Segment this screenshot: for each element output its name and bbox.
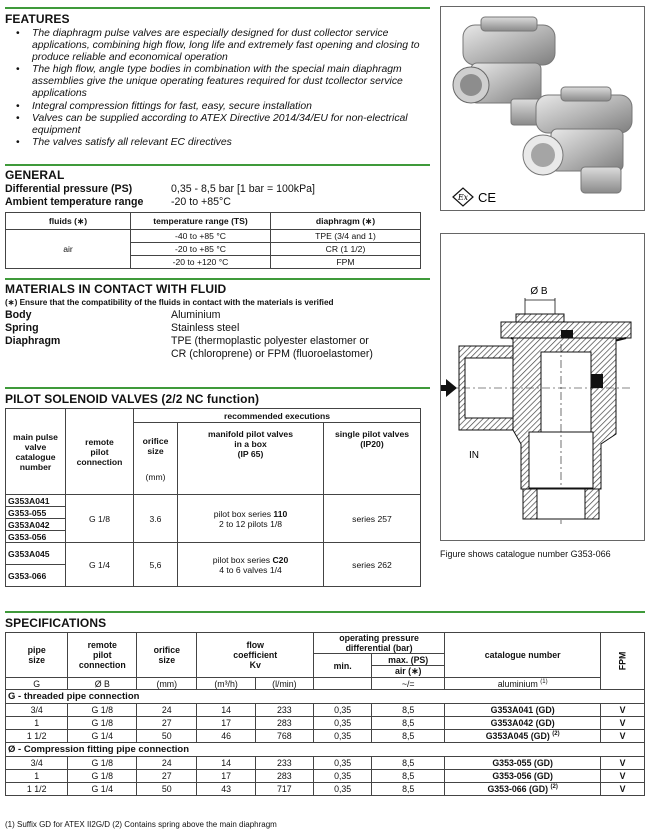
unit-cell: (mm) bbox=[137, 678, 197, 690]
lmin-cell: 768 bbox=[255, 730, 313, 743]
orifice-cell: 24 bbox=[137, 704, 197, 717]
hdr-line: remote bbox=[85, 436, 114, 447]
materials-title: MATERIALS IN CONTACT WITH FLUID bbox=[5, 282, 227, 296]
orifice-header bbox=[137, 633, 197, 678]
kv-cell: 17 bbox=[197, 717, 255, 730]
fpm-cell: V bbox=[601, 717, 645, 730]
diaphragm-cell: CR (1 1/2) bbox=[271, 243, 421, 256]
ex-mark-text: Ex bbox=[457, 193, 469, 202]
manifold-series: 110 bbox=[273, 508, 288, 519]
remote-header bbox=[68, 633, 137, 678]
hdr-line: pipe bbox=[27, 645, 46, 655]
pipe-cell: 1 1/2 bbox=[6, 730, 68, 743]
features-rule bbox=[5, 7, 430, 9]
hdr-line: differential (bar) bbox=[345, 643, 413, 653]
remote-cell: G 1/8 bbox=[68, 717, 137, 730]
general-title: GENERAL bbox=[5, 168, 65, 182]
orifice-cell: 5,6 bbox=[134, 543, 178, 587]
main-valve-header bbox=[6, 409, 66, 495]
hdr-unit: (mm) bbox=[145, 471, 166, 482]
max-cell: 8,5 bbox=[372, 704, 445, 717]
table-row bbox=[6, 770, 645, 783]
feature-item: • The diaphragm pulse valves are especially designed for dust collector service applications, combining high flow, long life and extremely fast opening and closing to produce reliable and economical operation bbox=[5, 28, 430, 64]
unit-cell: G bbox=[6, 678, 68, 690]
catalogue-cell: G353-056 bbox=[6, 531, 66, 543]
cross-section-diagram bbox=[440, 233, 645, 541]
pipe-cell: 3/4 bbox=[6, 757, 68, 770]
general-rule bbox=[5, 164, 430, 166]
min-cell: 0,35 bbox=[314, 757, 372, 770]
fpm-cell: V bbox=[601, 757, 645, 770]
kv-cell: 43 bbox=[197, 783, 255, 796]
material-label: Diaphragm bbox=[5, 335, 61, 347]
temp-cell: -20 to +120 °C bbox=[131, 256, 271, 269]
materials-rule bbox=[5, 278, 430, 280]
hdr-line: remote bbox=[87, 640, 117, 650]
unit-cell bbox=[445, 678, 601, 690]
ce-mark-icon: CE bbox=[478, 190, 497, 205]
min-cell: 0,35 bbox=[314, 717, 372, 730]
hdr-line: (IP20) bbox=[360, 439, 384, 449]
catalogue-cell: G353-055 bbox=[6, 507, 66, 519]
table-row bbox=[6, 783, 645, 796]
hdr-line: connection bbox=[78, 660, 126, 670]
temp-col-header: temperature range (TS) bbox=[131, 213, 271, 230]
material-label: Spring bbox=[5, 322, 39, 334]
catalogue-cell: G353-066 bbox=[6, 565, 66, 587]
features-title: FEATURES bbox=[5, 12, 70, 26]
fpm-label: FPM bbox=[617, 651, 628, 671]
pipe-cell: 1 1/2 bbox=[6, 783, 68, 796]
remote-header bbox=[66, 409, 134, 495]
material-value: Stainless steel bbox=[171, 322, 240, 334]
hdr-line: in a box bbox=[234, 439, 267, 449]
feature-item: • Valves can be supplied according to ATEX Directive 2014/34/EU for non-electrical equipment bbox=[5, 113, 430, 137]
lmin-cell: 283 bbox=[255, 770, 313, 783]
pilot-rule bbox=[5, 387, 430, 389]
group-compression: Ø - Compression fitting pipe connection bbox=[6, 743, 645, 757]
specs-title: SPECIFICATIONS bbox=[5, 616, 107, 630]
hdr-line: number bbox=[19, 461, 52, 472]
diameter-b-label: Ø B bbox=[530, 286, 548, 297]
lmin-cell: 283 bbox=[255, 717, 313, 730]
manifold-cell bbox=[178, 543, 324, 587]
material-value: TPE (thermoplastic polyester elastomer or bbox=[171, 335, 369, 347]
general-label: Differential pressure (PS) bbox=[5, 183, 133, 195]
fpm-header bbox=[601, 633, 645, 690]
lmin-cell: 717 bbox=[255, 783, 313, 796]
inlet-label: IN bbox=[469, 450, 479, 461]
hdr-line: size bbox=[147, 445, 164, 456]
air-header: air (∗) bbox=[372, 666, 445, 678]
catalogue-number: G353-066 (GD) bbox=[487, 784, 549, 794]
catalogue-cell bbox=[445, 717, 601, 730]
catalogue-cell bbox=[445, 730, 601, 743]
max-header: max. (PS) bbox=[372, 654, 445, 666]
catalogue-cell bbox=[445, 757, 601, 770]
table-row bbox=[6, 757, 645, 770]
orifice-cell: 3.6 bbox=[134, 495, 178, 543]
hdr-line: connection bbox=[76, 456, 123, 467]
catalogue-number: G353-056 (GD) bbox=[492, 771, 553, 781]
kv-cell: 14 bbox=[197, 704, 255, 717]
hdr-line: orifice bbox=[142, 435, 169, 446]
min-cell: 0,35 bbox=[314, 770, 372, 783]
remote-cell: G 1/8 bbox=[68, 757, 137, 770]
lmin-cell: 233 bbox=[255, 757, 313, 770]
remote-cell: G 1/4 bbox=[66, 543, 134, 587]
valve-section-drawing bbox=[441, 234, 645, 541]
unit-cell: (m³/h) bbox=[197, 678, 255, 690]
materials-note: (∗) Ensure that the compatibility of the fluids in contact with the materials is verified bbox=[5, 298, 334, 307]
orifice-header bbox=[134, 423, 178, 495]
orifice-cell: 24 bbox=[137, 757, 197, 770]
hdr-line: size bbox=[158, 655, 176, 665]
max-cell: 8,5 bbox=[372, 730, 445, 743]
catalogue-cell: G353A042 bbox=[6, 519, 66, 531]
catalogue-sup: (2) bbox=[552, 731, 560, 738]
orifice-cell: 27 bbox=[137, 717, 197, 730]
hdr-line: catalogue bbox=[15, 451, 56, 462]
max-cell: 8,5 bbox=[372, 757, 445, 770]
manifold-cell bbox=[178, 495, 324, 543]
remote-cell: G 1/4 bbox=[68, 730, 137, 743]
hdr-line: operating pressure bbox=[339, 633, 419, 643]
threaded-rows bbox=[6, 704, 645, 743]
single-cell: series 262 bbox=[324, 543, 421, 587]
hdr-line: valve bbox=[24, 441, 47, 452]
kv-cell: 17 bbox=[197, 770, 255, 783]
hdr-line: orifice bbox=[153, 645, 180, 655]
material-value: CR (chloroprene) or FPM (fluoroelastomer) bbox=[171, 348, 373, 360]
manifold-series: C20 bbox=[272, 554, 289, 565]
min-cell: 0,35 bbox=[314, 730, 372, 743]
fluid-cell: air bbox=[6, 230, 131, 269]
feature-item: • Integral compression fittings for fast, easy, secure installation bbox=[5, 101, 430, 113]
hdr-line: flow bbox=[246, 640, 265, 650]
valve-photo-illustration bbox=[441, 7, 645, 211]
min-cell: 0,35 bbox=[314, 783, 372, 796]
catalogue-number: G353A041 (GD) bbox=[490, 705, 555, 715]
catalogue-cell bbox=[445, 770, 601, 783]
material-value: Aluminium bbox=[171, 309, 221, 321]
table-row bbox=[6, 730, 645, 743]
table-row bbox=[6, 717, 645, 730]
unit-text: aluminium bbox=[497, 678, 538, 689]
general-value: 0,35 - 8,5 bar [1 bar = 100kPa] bbox=[171, 183, 315, 195]
fpm-cell: V bbox=[601, 704, 645, 717]
unit-cell: Ø B bbox=[68, 678, 137, 690]
features-list bbox=[5, 28, 430, 149]
catalogue-cell bbox=[445, 704, 601, 717]
manifold-header bbox=[178, 423, 324, 495]
catalogue-cell: G353A045 bbox=[6, 543, 66, 565]
fluid-table bbox=[5, 212, 421, 269]
single-cell: series 257 bbox=[324, 495, 421, 543]
hdr-line: single pilot valves bbox=[334, 429, 410, 439]
catalogue-cell bbox=[445, 783, 601, 796]
catalogue-number: G353-055 (GD) bbox=[492, 758, 553, 768]
figure-caption: Figure shows catalogue number G353-066 bbox=[440, 549, 611, 559]
feature-item: • The high flow, angle type bodies in combination with the special main diaphragm assemblies give the unique operating features required for dust tcollector service applications bbox=[5, 64, 430, 100]
catalogue-number: G353A042 (GD) bbox=[490, 718, 555, 728]
min-header: min. bbox=[314, 654, 372, 678]
group-threaded: G - threaded pipe connection bbox=[6, 690, 645, 704]
fluid-col-header: fluids (∗) bbox=[6, 213, 131, 230]
catalogue-number: G353A045 (GD) bbox=[485, 731, 550, 741]
kv-cell: 14 bbox=[197, 757, 255, 770]
orifice-cell: 50 bbox=[137, 730, 197, 743]
diaphragm-cell: TPE (3/4 and 1) bbox=[271, 230, 421, 243]
general-value: -20 to +85°C bbox=[171, 196, 231, 208]
hdr-line: (IP 65) bbox=[237, 449, 264, 459]
pilot-title: PILOT SOLENOID VALVES (2/2 NC function) bbox=[5, 392, 260, 406]
manifold-text: 4 to 6 valves 1/4 bbox=[219, 564, 282, 575]
max-cell: 8,5 bbox=[372, 717, 445, 730]
orifice-cell: 27 bbox=[137, 770, 197, 783]
feature-item: • The valves satisfy all relevant EC directives bbox=[5, 137, 430, 149]
temp-cell: -20 to +85 °C bbox=[131, 243, 271, 256]
hdr-line: pilot bbox=[90, 446, 109, 457]
compression-rows bbox=[6, 757, 645, 796]
hdr-line: Kv bbox=[249, 660, 261, 670]
single-header bbox=[324, 423, 421, 495]
hdr-line: manifold pilot valves bbox=[207, 429, 293, 439]
pipe-cell: 1 bbox=[6, 717, 68, 730]
material-label: Body bbox=[5, 309, 32, 321]
max-cell: 8,5 bbox=[372, 770, 445, 783]
product-photo bbox=[440, 6, 645, 211]
unit-cell: (l/min) bbox=[255, 678, 313, 690]
specs-table bbox=[5, 632, 645, 796]
orifice-cell: 50 bbox=[137, 783, 197, 796]
diaphragm-cell: FPM bbox=[271, 256, 421, 269]
diaphragm-col-header: diaphragm (∗) bbox=[271, 213, 421, 230]
remote-cell: G 1/8 bbox=[68, 770, 137, 783]
pipe-cell: 1 bbox=[6, 770, 68, 783]
fpm-cell: V bbox=[601, 770, 645, 783]
pipe-cell: 3/4 bbox=[6, 704, 68, 717]
unit-cell: ~/= bbox=[372, 678, 445, 690]
manifold-text: 2 to 12 pilots 1/8 bbox=[218, 518, 283, 529]
fpm-cell: V bbox=[601, 783, 645, 796]
pilot-table bbox=[5, 408, 421, 587]
unit-cell bbox=[314, 678, 372, 690]
unit-sup: (1) bbox=[540, 678, 548, 685]
footnote: (1) Suffix GD for ATEX II2G/D (2) Contains spring above the main diaphragm bbox=[5, 820, 277, 829]
table-row bbox=[6, 704, 645, 717]
manifold-text: pilot box series bbox=[213, 508, 274, 519]
catalogue-cell: G353A041 bbox=[6, 495, 66, 507]
kv-cell: 46 bbox=[197, 730, 255, 743]
min-cell: 0,35 bbox=[314, 704, 372, 717]
hdr-line: size bbox=[28, 655, 46, 665]
catalogue-header: catalogue number bbox=[445, 633, 601, 678]
max-cell: 8,5 bbox=[372, 783, 445, 796]
remote-cell: G 1/8 bbox=[66, 495, 134, 543]
hdr-line: main pulse bbox=[13, 431, 58, 442]
pressure-header bbox=[314, 633, 445, 654]
pipe-header bbox=[6, 633, 68, 678]
flow-header bbox=[197, 633, 314, 678]
remote-cell: G 1/4 bbox=[68, 783, 137, 796]
general-label: Ambient temperature range bbox=[5, 196, 144, 208]
hdr-line: coefficient bbox=[233, 650, 278, 660]
specs-rule bbox=[5, 611, 645, 613]
catalogue-sup: (2) bbox=[550, 784, 558, 791]
recommended-header: recommended executions bbox=[134, 409, 421, 423]
hdr-line: pilot bbox=[92, 650, 112, 660]
remote-cell: G 1/8 bbox=[68, 704, 137, 717]
lmin-cell: 233 bbox=[255, 704, 313, 717]
temp-cell: -40 to +85 °C bbox=[131, 230, 271, 243]
fpm-cell: V bbox=[601, 730, 645, 743]
manifold-text: pilot box series bbox=[212, 554, 273, 565]
